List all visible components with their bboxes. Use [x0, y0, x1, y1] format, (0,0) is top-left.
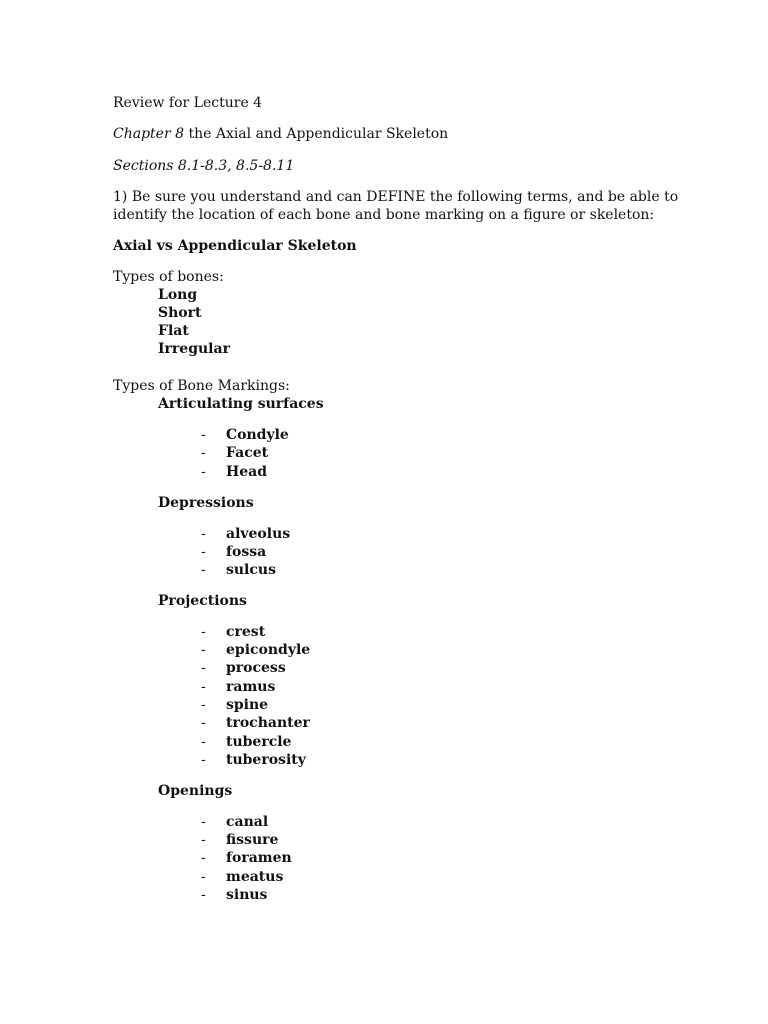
bullet-dash: -: [201, 526, 206, 542]
bone-type-item: Long: [158, 287, 198, 303]
bullet-dash: -: [201, 562, 206, 578]
marking-item: fossa: [226, 544, 267, 560]
marking-group-heading: Projections: [158, 593, 247, 609]
bone-type-item: Short: [158, 305, 202, 321]
bone-markings-label: Types of Bone Markings:: [113, 378, 290, 394]
marking-group-heading: Depressions: [158, 495, 254, 511]
instruction-line-2: identify the location of each bone and bone marking on a figure or skeleton:: [113, 207, 655, 223]
bullet-dash: -: [201, 697, 206, 713]
bullet-dash: -: [201, 887, 206, 903]
marking-item: tuberosity: [226, 752, 306, 768]
bullet-dash: -: [201, 814, 206, 830]
document-title: Review for Lecture 4: [113, 95, 263, 111]
bullet-dash: -: [201, 660, 206, 676]
marking-item: Facet: [226, 445, 269, 461]
bullet-dash: -: [201, 445, 206, 461]
bullet-dash: -: [201, 679, 206, 695]
bullet-dash: -: [201, 642, 206, 658]
bullet-dash: -: [201, 544, 206, 560]
instruction-line-1: 1) Be sure you understand and can DEFINE the following terms, and be able to: [113, 189, 679, 205]
bullet-dash: -: [201, 752, 206, 768]
marking-item: Head: [226, 464, 267, 480]
chapter-title: the Axial and Appendicular Skeleton: [184, 126, 449, 142]
marking-item: meatus: [226, 869, 284, 885]
chapter-number: Chapter 8: [113, 126, 184, 142]
marking-item: ramus: [226, 679, 276, 695]
bullet-dash: -: [201, 734, 206, 750]
marking-item: trochanter: [226, 715, 310, 731]
bullet-dash: -: [201, 869, 206, 885]
bullet-dash: -: [201, 850, 206, 866]
axial-heading: Axial vs Appendicular Skeleton: [113, 238, 357, 254]
marking-item: canal: [226, 814, 269, 830]
marking-group-heading: Openings: [158, 783, 233, 799]
bone-type-item: Flat: [158, 323, 189, 339]
bullet-dash: -: [201, 715, 206, 731]
marking-item: sinus: [226, 887, 268, 903]
marking-item: fissure: [226, 832, 279, 848]
bullet-dash: -: [201, 464, 206, 480]
marking-item: crest: [226, 624, 266, 640]
chapter-line: [113, 125, 448, 143]
marking-group-heading: Articulating surfaces: [158, 396, 324, 412]
marking-item: process: [226, 660, 286, 676]
bullet-dash: -: [201, 427, 206, 443]
marking-item: epicondyle: [226, 642, 311, 658]
marking-item: alveolus: [226, 526, 291, 542]
types-of-bones-label: Types of bones:: [113, 269, 224, 285]
marking-item: foramen: [226, 850, 292, 866]
bullet-dash: -: [201, 832, 206, 848]
marking-item: sulcus: [226, 562, 276, 578]
marking-item: spine: [226, 697, 269, 713]
bone-type-item: Irregular: [158, 341, 230, 357]
marking-item: tubercle: [226, 734, 292, 750]
sections-line: Sections 8.1-8.3, 8.5-8.11: [113, 158, 295, 174]
marking-item: Condyle: [226, 427, 289, 443]
bullet-dash: -: [201, 624, 206, 640]
